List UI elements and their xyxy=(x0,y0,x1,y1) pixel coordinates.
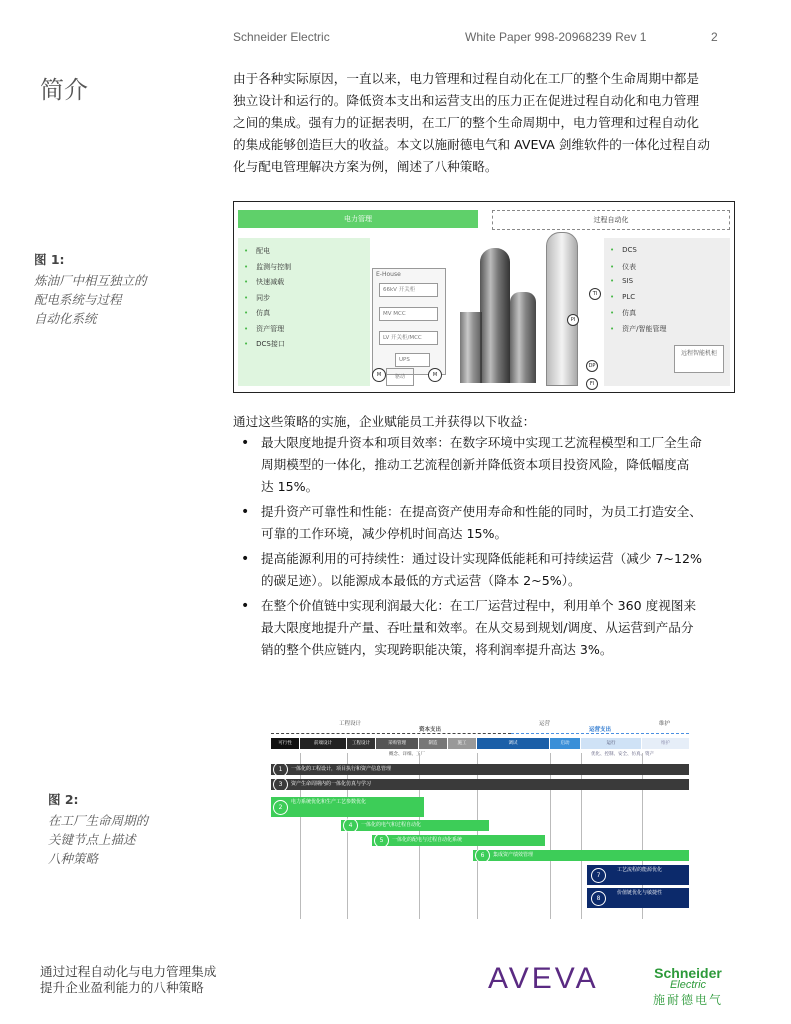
intro-line: 之间的集成。强有力的证据表明，在工厂的整个生命周期中，电力管理和过程自动化 xyxy=(233,115,699,130)
strategy-text: 资产生命周期内的一体化仿真与学习 xyxy=(291,781,372,787)
benefit-line: • 最大限度地提升资本和项目效率：在数字环境中实现工艺流程模型和工厂全生命 xyxy=(261,435,702,450)
strategy-number: 1 xyxy=(273,762,288,777)
figure1-label xyxy=(34,250,147,328)
figure1-caption-line: 配电系统与过程 xyxy=(34,292,122,307)
process-item: • 仿真 xyxy=(610,308,730,324)
process-item: • 仪表 xyxy=(610,262,730,278)
phase-block: 施工 xyxy=(448,738,476,749)
distillation-tower-image xyxy=(480,248,510,383)
phase-block: 可行性 xyxy=(271,738,299,749)
power-item: • 监测与控制 xyxy=(244,262,370,278)
phase-block: 前端设计 xyxy=(300,738,346,749)
phase-block: 调试 xyxy=(477,738,549,749)
power-item: • DCS接口 xyxy=(244,339,370,355)
strategy-bar-2 xyxy=(271,797,424,817)
power-management-header: 电力管理 xyxy=(238,210,478,228)
benefits-list xyxy=(261,432,741,664)
strategy-number: 8 xyxy=(591,891,606,906)
strategy-bar-5 xyxy=(372,835,545,846)
process-item: • PLC xyxy=(610,293,730,309)
timeline-divider xyxy=(271,733,511,734)
figure1-caption-line: 自动化系统 xyxy=(34,311,97,326)
header-doc-ref: White Paper 998-20968239 Rev 1 xyxy=(465,30,647,44)
benefit-item xyxy=(261,501,741,545)
phase-block: 运行 xyxy=(581,738,641,749)
strategy-text: 一体化的配电与过程自动化系统 xyxy=(392,837,463,843)
e-house-item: LV 开关柜/MCC xyxy=(379,331,438,345)
strategy-text: 集成资产绩效管理 xyxy=(493,852,534,858)
benefit-line: • 提高能源利用的可持续性：通过设计实现降低能耗和可持续运营（减少 7~12% xyxy=(261,551,702,566)
strategy-text: 工艺流程的能源优化 xyxy=(617,867,663,873)
grid-line xyxy=(550,753,551,919)
instrument-tag: TI xyxy=(589,288,601,300)
grid-line xyxy=(347,753,348,919)
drive-box: 驱动 xyxy=(386,368,414,386)
benefit-line: • 提升资产可靠性和性能：在提高资产使用寿命和性能的同时，为员工打造安全、 xyxy=(261,504,702,519)
distillation-tower-image xyxy=(510,292,536,383)
power-item: • 资产管理 xyxy=(244,324,370,340)
grid-line xyxy=(581,753,582,919)
strategy-bar-8 xyxy=(587,888,689,908)
benefits-intro: 通过这些策略的实施，企业赋能员工并获得以下收益： xyxy=(233,414,536,429)
strategy-number: 4 xyxy=(343,818,358,833)
phase-sub-label: 优化、控制、安全、仿真、资产 xyxy=(591,752,654,757)
motor-icon: M xyxy=(428,368,442,382)
phase-block: 工程设计 xyxy=(347,738,375,749)
strategy-number: 2 xyxy=(273,800,288,815)
benefit-line: 可靠的工作环境，减少停机时间高达 15%。 xyxy=(261,526,508,541)
e-house-box xyxy=(372,268,446,375)
strategy-text: 一体化的工程设计，项目执行和资产信息管理 xyxy=(291,766,392,772)
e-house-item: UPS xyxy=(395,353,430,367)
figure2-label xyxy=(48,790,148,868)
strategy-bar-7 xyxy=(587,865,689,885)
se-logo-line: 施耐德电气 xyxy=(653,993,724,1007)
benefit-item xyxy=(261,548,741,592)
figure1-number: 图 1: xyxy=(34,252,65,267)
header-company: Schneider Electric xyxy=(233,30,330,44)
figure2-caption-line: 八种策略 xyxy=(48,851,99,866)
figure1-diagram xyxy=(233,201,735,393)
phase-block: 制造 xyxy=(419,738,447,749)
phase-block: 维护 xyxy=(642,738,689,749)
phase-block: 采购管理 xyxy=(376,738,418,749)
strategy-bar-4 xyxy=(341,820,489,831)
timeline-divider xyxy=(511,733,689,734)
lifecycle-top-label: 运营支出 xyxy=(589,727,612,733)
se-logo-line: Schneider xyxy=(654,965,722,981)
figure2-number: 图 2: xyxy=(48,792,79,807)
footer-title xyxy=(40,964,216,996)
strategy-text: 一体化的电气和过程自动化 xyxy=(361,822,422,828)
remote-cabinet-box: 远程智能机柜 xyxy=(674,345,724,373)
strategy-text: 电力系统优化和生产工艺参数优化 xyxy=(291,799,367,805)
process-item: • 资产/智能管理 xyxy=(610,324,730,340)
strategy-number: 3 xyxy=(273,777,288,792)
intro-line: 的集成能够创造巨大的收益。本文以施耐德电气和 AVEVA 剑维软件的一体化过程自动 xyxy=(233,137,710,152)
schneider-electric-logo xyxy=(653,965,723,1008)
instrument-tag: FI xyxy=(586,378,598,390)
power-item: • 快速减载 xyxy=(244,277,370,293)
instrument-tag: DP xyxy=(586,360,598,372)
intro-line: 化与配电管理解决方案为例，阐述了八种策略。 xyxy=(233,159,498,174)
intro-paragraph xyxy=(233,68,733,178)
intro-line: 由于各种实际原因，一直以来，电力管理和过程自动化在工厂的整个生命周期中都是 xyxy=(233,71,699,86)
instrument-tag: PI xyxy=(567,314,579,326)
benefit-line: 达 15%。 xyxy=(261,479,319,494)
benefit-line: 周期模型的一体化，推动工艺流程创新并降低资本项目投资风险，降低幅度高 xyxy=(261,457,690,472)
e-house-title: E-House xyxy=(376,271,401,278)
strategy-bar-6 xyxy=(473,850,689,861)
process-item: • SIS xyxy=(610,277,730,293)
lifecycle-top-label: 维护 xyxy=(659,721,671,727)
lifecycle-top-label: 运营 xyxy=(539,721,551,727)
footer-title-line: 提升企业盈利能力的八种策略 xyxy=(40,980,204,995)
power-item: • 配电 xyxy=(244,246,370,262)
strategy-number: 7 xyxy=(591,868,606,883)
column-vessel-image xyxy=(546,232,578,386)
header-page-number: 2 xyxy=(711,30,718,44)
motor-icon: M xyxy=(372,368,386,382)
phase-sub-label: 概念、详细、工厂 xyxy=(389,752,425,757)
power-management-panel xyxy=(238,238,370,386)
strategy-bar-3 xyxy=(271,779,689,790)
strategy-number: 5 xyxy=(374,833,389,848)
benefit-line: 的碳足迹）。以能源成本最低的方式运营（降本 2~5%）。 xyxy=(261,573,581,588)
e-house-item: MV MCC xyxy=(379,307,438,321)
benefit-item xyxy=(261,432,741,498)
process-automation-header: 过程自动化 xyxy=(492,210,730,230)
e-house-item: 66kV 开关柜 xyxy=(379,283,438,297)
intro-line: 独立设计和运行的。降低资本支出和运营支出的压力正在促进过程自动化和电力管理 xyxy=(233,93,699,108)
strategy-text: 价值链优化与敏捷性 xyxy=(617,890,663,896)
figure1-caption-line: 炼油厂中相互独立的 xyxy=(34,273,147,288)
power-item: • 仿真 xyxy=(244,308,370,324)
footer-title-line: 通过过程自动化与电力管理集成 xyxy=(40,964,217,979)
lifecycle-top-label: 工程设计 xyxy=(339,721,362,727)
lifecycle-top-label: 资本支出 xyxy=(419,727,442,733)
benefit-line: 最大限度地提升产量、吞吐量和效率。在从交易到规划/调度、从运营到产品分 xyxy=(261,620,694,635)
aveva-logo: AVEVA xyxy=(488,962,599,995)
benefit-item xyxy=(261,595,741,661)
benefit-line: • 在整个价值链中实现利润最大化：在工厂运营过程中，利用单个 360 度视图来 xyxy=(261,598,697,613)
figure2-caption-line: 关键节点上描述 xyxy=(48,832,136,847)
strategy-number: 6 xyxy=(475,848,490,863)
section-title: 简介 xyxy=(40,76,88,104)
strategy-bar-1 xyxy=(271,764,689,775)
process-equipment-image xyxy=(460,312,482,383)
power-item: • 同步 xyxy=(244,293,370,309)
phase-block: 启动 xyxy=(550,738,580,749)
figure2-caption-line: 在工厂生命周期的 xyxy=(48,813,149,828)
process-item: • DCS xyxy=(610,246,730,262)
benefit-line: 销的整个供应链内，实现跨职能决策，将利润率提升高达 3%。 xyxy=(261,642,613,657)
grid-line xyxy=(300,753,301,919)
figure2-lifecycle-diagram xyxy=(271,717,691,919)
se-logo-line: Electric xyxy=(669,979,707,991)
